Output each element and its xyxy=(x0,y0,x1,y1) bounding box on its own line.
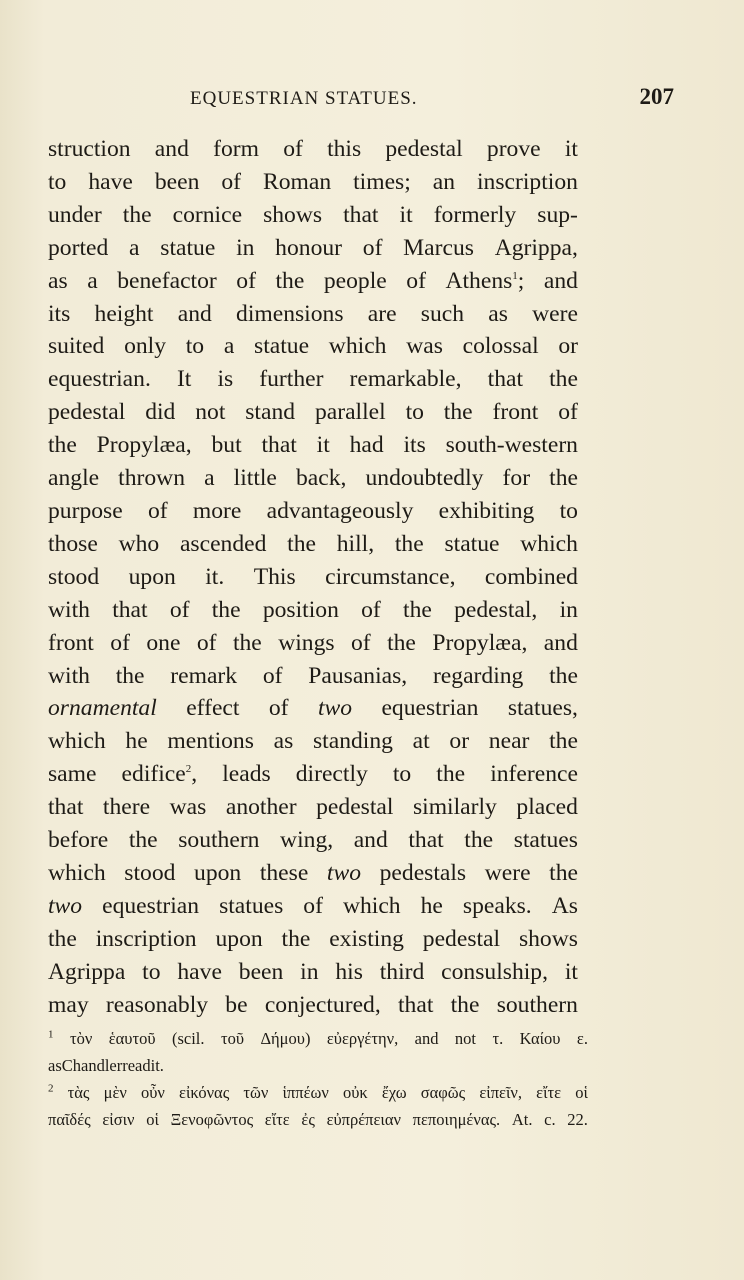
page-header xyxy=(48,84,678,118)
word: equestrian xyxy=(381,695,479,722)
word: near xyxy=(488,728,530,755)
word: it xyxy=(316,432,330,459)
word: placed xyxy=(516,794,578,821)
footnote-line xyxy=(48,1106,588,1133)
word: have xyxy=(177,958,222,985)
word: the xyxy=(549,728,578,755)
word: the xyxy=(48,432,77,459)
word: the xyxy=(281,925,311,952)
word: It xyxy=(176,366,192,393)
word: the xyxy=(549,859,578,886)
word: εἰκόνας xyxy=(179,1083,230,1102)
word: εἴτε xyxy=(264,1110,290,1129)
word: μὲν xyxy=(103,1083,127,1102)
word: under xyxy=(48,201,102,228)
word: edifice$^2$, xyxy=(121,761,198,788)
word: οἱ xyxy=(575,1083,588,1102)
text-line xyxy=(48,758,578,791)
word: combined xyxy=(484,563,578,590)
word: same xyxy=(48,761,97,788)
word: that xyxy=(48,794,84,821)
word: As xyxy=(551,892,578,919)
word: παῖδές xyxy=(48,1110,91,1129)
word: statues xyxy=(219,892,284,919)
word: directly xyxy=(295,761,368,788)
body-text xyxy=(48,133,578,1021)
word: and xyxy=(543,267,578,294)
word: southern xyxy=(178,827,260,854)
word: the xyxy=(394,530,424,557)
word: shows xyxy=(263,201,323,228)
word: back, xyxy=(295,465,347,492)
word: that xyxy=(487,366,524,393)
word: were xyxy=(532,300,578,327)
word: equestrian. xyxy=(48,366,151,393)
word: who xyxy=(118,530,160,557)
word: in xyxy=(559,596,578,623)
word: at xyxy=(412,728,430,755)
text-line xyxy=(48,298,578,331)
text-line xyxy=(48,199,578,232)
word: the xyxy=(436,761,466,788)
word: consulship, xyxy=(441,958,548,985)
word: was xyxy=(169,794,207,821)
text-line xyxy=(48,363,578,396)
word: as xyxy=(48,267,68,294)
word: which xyxy=(328,333,387,360)
text-line xyxy=(48,725,578,758)
word: and xyxy=(414,1029,439,1048)
word: ε. xyxy=(576,1029,588,1048)
word: he xyxy=(125,728,148,755)
word: did xyxy=(145,399,176,426)
word: those xyxy=(48,530,98,557)
word: is xyxy=(217,366,234,393)
word: suited xyxy=(48,333,105,360)
word: ornamental xyxy=(48,695,157,722)
text-line xyxy=(48,989,578,1022)
word: of xyxy=(558,399,578,426)
word: a xyxy=(204,465,215,492)
word: with xyxy=(48,662,90,689)
word: he xyxy=(420,892,443,919)
word: of xyxy=(303,892,323,919)
text-line xyxy=(48,528,578,561)
word: were xyxy=(484,859,531,886)
word: front xyxy=(48,629,94,656)
word: πεποιημένας. xyxy=(412,1110,501,1129)
word: times; xyxy=(353,168,411,195)
word: parallel xyxy=(314,399,386,426)
word: pedestal, xyxy=(454,596,538,623)
word: honour xyxy=(275,234,343,261)
word: form xyxy=(213,136,259,162)
word: εἰσιν xyxy=(102,1110,135,1129)
word: as xyxy=(48,1056,62,1075)
word: to xyxy=(48,168,67,195)
word: may xyxy=(48,991,89,1018)
word: not xyxy=(195,399,226,426)
page-number: 207 xyxy=(639,84,674,109)
word: people xyxy=(323,267,387,294)
word: statue xyxy=(444,530,500,557)
word: the xyxy=(128,827,158,854)
word: the xyxy=(403,596,432,623)
text-line xyxy=(48,824,578,857)
word: with xyxy=(48,596,90,623)
word: and xyxy=(154,136,189,162)
word: τὸν xyxy=(69,1029,93,1048)
word: Ξενοφῶντος xyxy=(170,1110,254,1129)
word: the xyxy=(211,596,241,623)
word: εἰπεῖν, xyxy=(479,1083,522,1102)
text-line xyxy=(48,857,578,890)
word: height xyxy=(94,300,154,327)
word: not xyxy=(454,1029,476,1048)
word: effect xyxy=(186,695,240,722)
word: οὐκ xyxy=(342,1083,368,1102)
word: position xyxy=(262,596,339,623)
word: and xyxy=(543,629,578,656)
text-line xyxy=(48,330,578,363)
word: οἱ xyxy=(146,1110,159,1129)
word: statue xyxy=(160,234,216,261)
word: Pausanias, xyxy=(308,662,408,689)
word: as xyxy=(273,728,294,755)
word: only xyxy=(124,333,167,360)
word: one xyxy=(146,629,181,656)
word: shows xyxy=(518,925,578,952)
word: or xyxy=(558,333,578,360)
word: ascended xyxy=(179,530,267,557)
word: before xyxy=(48,827,109,854)
word: the xyxy=(115,662,145,689)
word: it xyxy=(399,201,413,228)
word: existing xyxy=(329,925,404,952)
word: these xyxy=(259,859,309,886)
word: of xyxy=(268,695,289,722)
word: undoubtedly xyxy=(365,465,484,492)
word: the xyxy=(387,629,416,656)
word: it xyxy=(564,958,578,985)
word: inference xyxy=(490,761,578,788)
footnote-line xyxy=(48,1079,588,1106)
word: a xyxy=(223,333,235,360)
word: upon xyxy=(128,563,176,590)
word: upon xyxy=(194,859,242,886)
word: struction xyxy=(48,136,131,162)
word: to xyxy=(142,958,161,985)
text-line xyxy=(48,561,578,594)
word: εὐεργέτην, xyxy=(326,1029,399,1048)
word: which xyxy=(48,728,106,755)
word: exhibiting xyxy=(438,497,535,524)
word: a xyxy=(87,267,98,294)
word: prove xyxy=(486,136,541,162)
word: and xyxy=(353,827,388,854)
word: pedestal xyxy=(316,794,394,821)
word: been xyxy=(238,958,284,985)
word: its xyxy=(403,432,426,459)
word: inscription xyxy=(95,925,197,952)
word: Agrippa xyxy=(48,958,126,985)
word: as xyxy=(488,300,508,327)
word: but xyxy=(211,432,242,459)
word: colossal xyxy=(462,333,539,360)
word: ἔχω xyxy=(381,1083,407,1102)
word: that xyxy=(112,596,148,623)
word: speaks. xyxy=(462,892,532,919)
text-line xyxy=(48,791,578,824)
word: of xyxy=(169,596,190,623)
word: similarly xyxy=(412,794,497,821)
word: benefactor xyxy=(117,267,217,294)
word: be xyxy=(225,991,248,1018)
word: the xyxy=(122,201,152,228)
word: sup- xyxy=(537,201,578,228)
word: 2 xyxy=(48,1082,54,1095)
word: equestrian xyxy=(102,892,200,919)
word: 1 xyxy=(48,1028,54,1041)
word: it. xyxy=(150,1056,164,1075)
word: ἑαυτοῦ xyxy=(108,1029,156,1048)
word: in xyxy=(236,234,255,261)
word: pedestal xyxy=(48,399,126,426)
word: for xyxy=(502,465,531,492)
word: the xyxy=(549,662,578,689)
word: another xyxy=(225,794,297,821)
text-line xyxy=(48,627,578,660)
word: Agrippa, xyxy=(494,234,578,261)
word: that xyxy=(408,827,444,854)
word: c. xyxy=(544,1110,556,1129)
word: to xyxy=(392,761,412,788)
word: Καίου xyxy=(519,1029,561,1048)
running-title: EQUESTRIAN STATUES. xyxy=(190,88,418,109)
word: εὐπρέπειαν xyxy=(326,1110,401,1129)
word: the xyxy=(48,925,77,952)
word: Marcus xyxy=(403,234,474,261)
text-line xyxy=(48,692,578,725)
word: its xyxy=(48,300,71,327)
word: the xyxy=(549,465,578,492)
word: (scil. xyxy=(171,1029,205,1048)
word: ἱππέων xyxy=(282,1083,329,1102)
word: cornice xyxy=(172,201,243,228)
footnotes xyxy=(48,1025,588,1133)
word: hill, xyxy=(336,530,375,557)
word: had xyxy=(349,432,384,459)
word: are xyxy=(367,300,397,327)
word: leads xyxy=(222,761,271,788)
word: to xyxy=(559,497,578,524)
word: his xyxy=(335,958,363,985)
word: of xyxy=(147,497,168,524)
word: regarding xyxy=(432,662,524,689)
text-line xyxy=(48,133,578,166)
word: of xyxy=(221,168,242,195)
word: statue xyxy=(254,333,310,360)
word: little xyxy=(233,465,277,492)
word: south-western xyxy=(445,432,578,459)
word: Athens$^1$; xyxy=(445,267,525,294)
word: of xyxy=(362,234,383,261)
text-line xyxy=(48,265,578,298)
word: statues, xyxy=(507,695,578,722)
word: τοῦ xyxy=(220,1029,244,1048)
word: upon xyxy=(215,925,263,952)
word: mentions xyxy=(167,728,254,755)
word: pedestals xyxy=(379,859,467,886)
footnote-line xyxy=(48,1052,588,1079)
word: to xyxy=(405,399,424,426)
word: pedestal xyxy=(422,925,501,952)
word: remark xyxy=(170,662,238,689)
word: of xyxy=(351,629,371,656)
word: the xyxy=(443,399,473,426)
word: been xyxy=(154,168,200,195)
word: a xyxy=(129,234,140,261)
word: or xyxy=(449,728,470,755)
word: of xyxy=(262,662,283,689)
word: the xyxy=(450,991,480,1018)
word: τῶν xyxy=(243,1083,269,1102)
word: such xyxy=(420,300,465,327)
word: the xyxy=(549,366,578,393)
text-line xyxy=(48,462,578,495)
word: of xyxy=(283,136,303,162)
word: angle xyxy=(48,465,100,492)
word: an xyxy=(432,168,456,195)
word: the xyxy=(464,827,494,854)
word: dimensions xyxy=(236,300,344,327)
word: third xyxy=(379,958,425,985)
word: purpose xyxy=(48,497,123,524)
word: pedestal xyxy=(385,136,463,162)
word: more xyxy=(192,497,242,524)
word: wing, xyxy=(280,827,334,854)
word: there xyxy=(102,794,151,821)
word: the xyxy=(275,267,305,294)
footnote-line xyxy=(48,1025,588,1052)
text-line xyxy=(48,495,578,528)
text-line xyxy=(48,594,578,627)
word: the xyxy=(287,530,316,557)
word: formerly xyxy=(433,201,517,228)
word: At. xyxy=(511,1110,533,1129)
word: circumstance, xyxy=(325,563,456,590)
word: stood xyxy=(48,563,100,590)
word: τὰς xyxy=(67,1083,90,1102)
text-line xyxy=(48,956,578,989)
text-line xyxy=(48,923,578,956)
word: Roman xyxy=(262,168,332,195)
text-line xyxy=(48,660,578,693)
word: Propylæa, xyxy=(432,629,528,656)
word: this xyxy=(327,136,362,162)
word: of xyxy=(196,629,217,656)
word: and xyxy=(177,300,212,327)
word: stand xyxy=(245,399,296,426)
word: thrown xyxy=(118,465,186,492)
word: read xyxy=(122,1056,151,1075)
text-line xyxy=(48,166,578,199)
word: standing xyxy=(313,728,393,755)
word: it xyxy=(564,136,578,162)
word: This xyxy=(253,563,296,590)
text-line xyxy=(48,396,578,429)
word: stood xyxy=(124,859,176,886)
word: have xyxy=(88,168,133,195)
word: ported xyxy=(48,234,109,261)
word: which xyxy=(48,859,106,886)
word: two xyxy=(48,892,83,919)
word: two xyxy=(326,859,362,886)
word: southern xyxy=(496,991,578,1018)
word: εἴτε xyxy=(536,1083,562,1102)
word: Chandler xyxy=(61,1056,123,1075)
word: Propylæa, xyxy=(96,432,192,459)
word: ἐς xyxy=(301,1110,315,1129)
word: 22. xyxy=(567,1110,588,1129)
word: to xyxy=(185,333,205,360)
word: was xyxy=(406,333,443,360)
word: of xyxy=(361,596,381,623)
word: advantageously xyxy=(266,497,414,524)
word: τ. xyxy=(492,1029,504,1048)
word: which xyxy=(520,530,578,557)
word: it. xyxy=(205,563,225,590)
word: reasonably xyxy=(105,991,209,1018)
word: the xyxy=(232,629,262,656)
word: further xyxy=(259,366,324,393)
word: which xyxy=(342,892,401,919)
word: that xyxy=(343,201,379,228)
word: wings xyxy=(278,629,335,656)
text-line xyxy=(48,890,578,923)
word: οὖν xyxy=(140,1083,165,1102)
text-line xyxy=(48,232,578,265)
word: that xyxy=(261,432,297,459)
word: σαφῶς xyxy=(420,1083,466,1102)
word: conjectured, xyxy=(264,991,381,1018)
word: remarkable, xyxy=(349,366,462,393)
word: that xyxy=(398,991,434,1018)
word: of xyxy=(406,267,426,294)
word: two xyxy=(317,695,353,722)
word: in xyxy=(300,958,319,985)
word: Δήμου) xyxy=(260,1029,311,1048)
text-line xyxy=(48,429,578,462)
word: of xyxy=(236,267,256,294)
word: of xyxy=(110,629,130,656)
word: front xyxy=(492,399,539,426)
word: inscription xyxy=(477,168,578,195)
word: statues xyxy=(513,827,578,854)
